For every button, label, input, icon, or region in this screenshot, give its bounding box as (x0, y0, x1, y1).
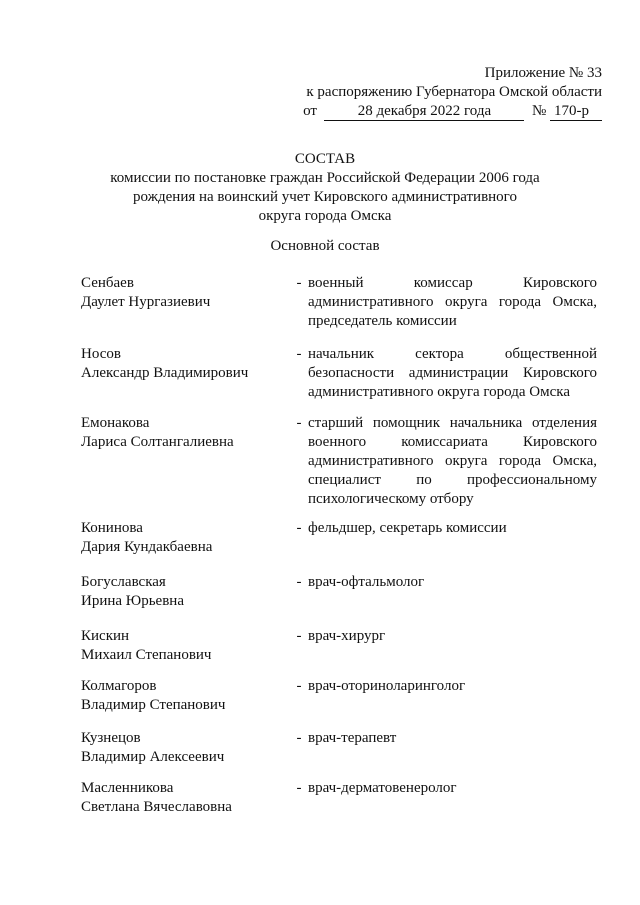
title-heading: СОСТАВ (294, 151, 356, 167)
title-line-3: округа города Омска (258, 208, 392, 224)
member-role: начальник сектора общественной безопасности администрации Кировского административного округа города Омска (308, 346, 597, 400)
member-given-name: Светлана Вячеславовна (81, 799, 232, 815)
member-name (81, 573, 281, 611)
dash-separator: - (296, 520, 302, 536)
member-name (81, 677, 281, 715)
dash-separator: - (296, 678, 302, 694)
member-surname: Носов (81, 346, 121, 362)
member-name (81, 627, 281, 665)
appendix-header (272, 64, 602, 121)
member-role: фельдшер, секретарь комиссии (308, 520, 507, 536)
member-given-name: Лариса Солтангалиевна (81, 434, 234, 450)
member-given-name: Даулет Нургазиевич (81, 294, 211, 310)
member-given-name: Ирина Юрьевна (81, 593, 184, 609)
order-number: 170-р (550, 103, 602, 121)
member-given-name: Михаил Степанович (81, 647, 212, 663)
member-name (81, 519, 281, 557)
member-name (81, 729, 281, 767)
member-surname: Емонакова (81, 415, 150, 431)
number-label: № (531, 103, 547, 119)
member-surname: Колмагоров (81, 678, 157, 694)
member-surname: Конинова (81, 520, 143, 536)
order-date-line (272, 102, 602, 121)
member-name (81, 779, 281, 817)
dash-separator: - (296, 275, 302, 291)
dash-separator: - (296, 415, 302, 431)
member-given-name: Владимир Алексеевич (81, 749, 225, 765)
member-surname: Масленникова (81, 780, 174, 796)
member-role: старший помощник начальника отделения военного комиссариата Кировского административного округа города Омска, специалист по профессиональному психологическому отбору (308, 415, 597, 507)
order-reference: к распоряжению Губернатора Омской области (306, 84, 602, 100)
dash-separator: - (296, 780, 302, 796)
member-given-name: Владимир Степанович (81, 697, 226, 713)
member-given-name: Александр Владимирович (81, 365, 249, 381)
from-label: от (303, 103, 317, 119)
section-title: Основной состав (270, 238, 380, 254)
member-role: врач-терапевт (308, 730, 397, 746)
dash-separator: - (296, 574, 302, 590)
dash-separator: - (296, 346, 302, 362)
member-name (81, 345, 281, 383)
appendix-number: Приложение № 33 (484, 65, 602, 81)
member-surname: Сенбаев (81, 275, 134, 291)
member-role: врач-офтальмолог (308, 574, 425, 590)
dash-separator: - (296, 730, 302, 746)
member-name (81, 274, 281, 312)
document-title (60, 150, 590, 226)
dash-separator: - (296, 628, 302, 644)
title-line-2: рождения на воинский учет Кировского административного (133, 189, 517, 205)
member-surname: Кискин (81, 628, 130, 644)
title-line-1: комиссии по постановке граждан Российской Федерации 2006 года (110, 170, 540, 186)
member-role: врач-оториноларинголог (308, 678, 466, 694)
order-date: 28 декабря 2022 года (324, 103, 524, 121)
member-surname: Богуславская (81, 574, 166, 590)
member-name (81, 414, 281, 452)
member-surname: Кузнецов (81, 730, 141, 746)
member-role: врач-хирург (308, 628, 386, 644)
member-role: врач-дерматовенеролог (308, 780, 457, 796)
member-given-name: Дария Кундакбаевна (81, 539, 213, 555)
member-role: военный комиссар Кировского административного округа города Омска, председатель комиссии (308, 275, 597, 329)
